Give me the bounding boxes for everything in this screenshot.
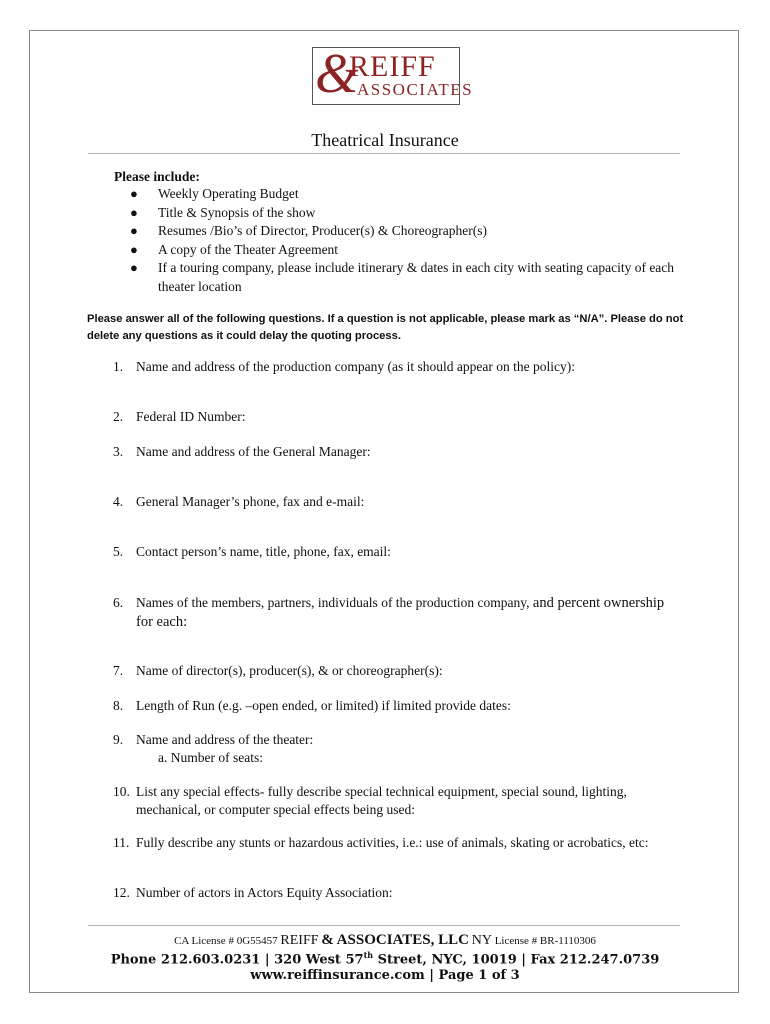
ny-label: NY bbox=[471, 933, 492, 948]
list-item: ● Weekly Operating Budget bbox=[128, 185, 698, 204]
reiff-associates-logo bbox=[312, 43, 474, 105]
question-8: 8. Length of Run (e.g. –open ended, or limited) if limited provide dates: bbox=[113, 698, 511, 713]
question-9a: a. Number of seats: bbox=[158, 749, 263, 765]
bullet-icon: ● bbox=[130, 223, 138, 238]
logo-associates: ASSOCIATES bbox=[357, 80, 474, 99]
list-item: ● Resumes /Bio’s of Director, Producer(s) & Choreographer(s) bbox=[128, 222, 698, 241]
question-7: 7. Name of director(s), producer(s), & or choreographer(s): bbox=[113, 663, 443, 678]
footer-license-line bbox=[0, 932, 770, 949]
question-5: 5. Contact person’s name, title, phone, fax, email: bbox=[113, 544, 391, 559]
bullet-icon: ● bbox=[130, 204, 138, 220]
include-heading: Please include: bbox=[114, 169, 200, 184]
bullet-icon: ● bbox=[130, 186, 138, 201]
logo-reiff: REIFF bbox=[349, 50, 436, 83]
document-title: Theatrical Insurance bbox=[311, 130, 459, 150]
question-9: 9. Name and address of the theater: a. Number of seats: bbox=[113, 731, 673, 766]
title-divider bbox=[88, 153, 680, 154]
question-2: 2. Federal ID Number: bbox=[113, 409, 246, 424]
bullet-icon: ● bbox=[130, 260, 138, 275]
firm-name-a: REIFF bbox=[280, 933, 319, 948]
question-11: 11. Fully describe any stunts or hazardous activities, i.e.: use of animals, skating or acrobatics, etc: bbox=[113, 835, 649, 850]
include-list bbox=[128, 185, 698, 296]
logo-ampersand: & bbox=[315, 43, 359, 105]
footer-contact-line: Phone 212.603.0231 | 320 West 57th Street, NYC, 10019 | Fax 212.247.0739 bbox=[110, 950, 660, 968]
question-10: 10. List any special effects- fully describe special technical equipment, special sound, lighting, mechanical, or computer special effects being used: bbox=[113, 784, 627, 817]
list-item: ● Title & Synopsis of the show bbox=[128, 204, 698, 223]
list-item: ● If a touring company, please include itinerary & dates in each city with seating capacity of each theater location bbox=[130, 260, 675, 294]
question-4: 4. General Manager’s phone, fax and e-mail: bbox=[113, 494, 365, 509]
ca-license: CA License # 0G55457 bbox=[174, 935, 278, 947]
question-1: 1. Name and address of the production company (as it should appear on the policy): bbox=[113, 359, 576, 374]
question-6: 6. Names of the members, partners, individuals of the production company, and percent ownership for each: bbox=[113, 595, 665, 630]
ny-license: License # BR-1110306 bbox=[494, 935, 596, 947]
list-item: ● A copy of the Theater Agreement bbox=[128, 241, 698, 260]
question-3: 3. Name and address of the General Manager: bbox=[113, 444, 371, 459]
firm-name-b: & ASSOCIATES, LLC bbox=[321, 932, 469, 948]
bullet-icon: ● bbox=[130, 241, 138, 257]
footer-web-line: www.reiffinsurance.com | Page 1 of 3 bbox=[250, 968, 520, 983]
footer-divider bbox=[88, 925, 680, 926]
instruction-text: Please answer all of the following questions. If a question is not applicable, please mark as “N/A”. Please do not delete any questions as it could delay the quoting process. bbox=[87, 313, 684, 342]
question-12: 12. Number of actors in Actors Equity Association: bbox=[113, 885, 393, 900]
